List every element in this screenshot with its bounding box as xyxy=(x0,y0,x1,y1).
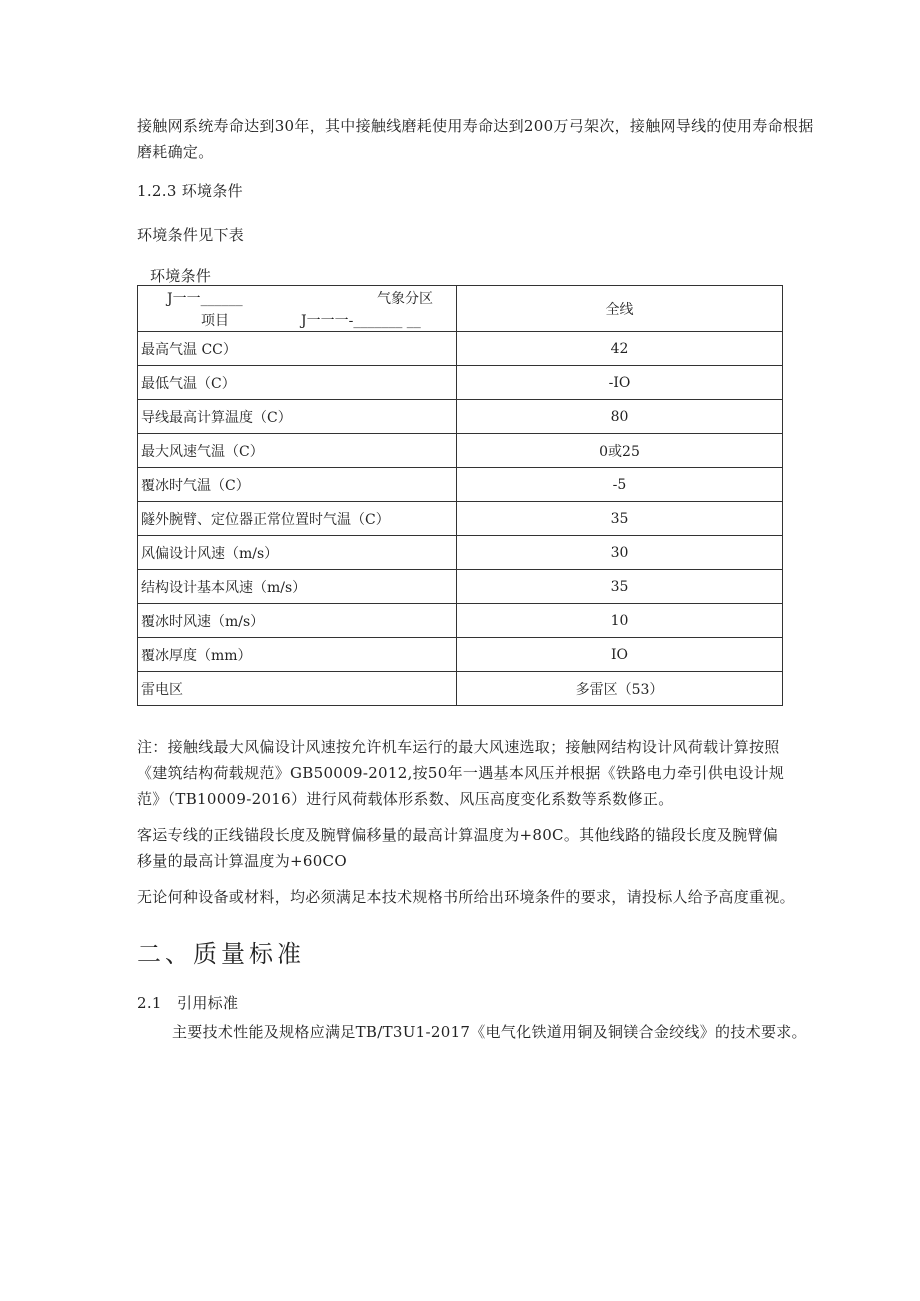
row-item: 最大风速气温（C） xyxy=(138,434,457,468)
row-item: 覆冰时气温（C） xyxy=(138,468,457,502)
row-value: 35 xyxy=(457,502,783,536)
row-value: 0或25 xyxy=(457,434,783,468)
paragraph-requirements: 无论何种设备或材料，均必须满足本技术规格书所给出环境条件的要求，请投标人给予高度重视。 xyxy=(137,888,795,906)
row-value: 80 xyxy=(457,400,783,434)
diag-top-left: J一一______ xyxy=(167,291,243,307)
row-item: 结构设计基本风速（m/s） xyxy=(138,570,457,604)
table-row xyxy=(138,638,783,672)
row-value: 多雷区（53） xyxy=(457,672,783,706)
table-row xyxy=(138,434,783,468)
heading-quality-standard: 二、质量标准 xyxy=(137,940,305,968)
row-item: 风偏设计风速（m/s） xyxy=(138,536,457,570)
diag-bottom-right: J一一一-_______ __ xyxy=(301,313,421,329)
environment-table xyxy=(137,285,783,706)
row-item: 覆冰厚度（mm） xyxy=(138,638,457,672)
diag-top-right: 气象分区 xyxy=(377,291,433,307)
table-row xyxy=(138,366,783,400)
row-value: IO xyxy=(457,638,783,672)
row-value: 10 xyxy=(457,604,783,638)
table-caption: 环境条件 xyxy=(150,267,212,285)
row-item: 覆冰时风速（m/s） xyxy=(138,604,457,638)
row-item: 最高气温 CC） xyxy=(138,332,457,366)
table-row xyxy=(138,502,783,536)
table-row xyxy=(138,332,783,366)
paragraph-standard-spec: 主要技术性能及规格应满足TB/T3U1-2017《电气化铁道用铜及铜镁合金绞线》的技术要求。 xyxy=(172,1023,807,1041)
intro-text: 环境条件见下表 xyxy=(137,226,245,244)
table-row xyxy=(138,672,783,706)
diag-bottom-left: 项目 xyxy=(201,313,229,329)
section-title-environment: 1.2.3 环境条件 xyxy=(137,182,243,200)
row-value: -5 xyxy=(457,468,783,502)
paragraph-service-life: 接触网系统寿命达到30年，其中接触线磨耗使用寿命达到200万弓架次，接触网导线的使用寿命根据磨耗确定。 xyxy=(137,117,814,161)
row-value: -IO xyxy=(457,366,783,400)
row-value: 30 xyxy=(457,536,783,570)
row-item: 最低气温（C） xyxy=(138,366,457,400)
row-item: 隧外腕臂、定位器正常位置时气温（C） xyxy=(138,502,457,536)
row-item: 雷电区 xyxy=(138,672,457,706)
table-row xyxy=(138,536,783,570)
table-row xyxy=(138,570,783,604)
table-header-row xyxy=(138,286,783,332)
table-row xyxy=(138,400,783,434)
subsection-referenced-standards: 2.1 引用标准 xyxy=(137,994,239,1012)
table-note: 注：接触线最大风偏设计风速按允许机车运行的最大风速选取；接触网结构设计风荷载计算按照《建筑结构荷载规范》GB50009-2012,按50年一遇基本风压并根据《铁路电力牵引供电设计规范》（TB10009-2016）进行风荷载体形系数、风压高度变化系数等系数修正。 xyxy=(137,738,785,808)
row-value: 35 xyxy=(457,570,783,604)
diagonal-header-cell xyxy=(138,286,457,332)
row-item: 导线最高计算温度（C） xyxy=(138,400,457,434)
row-value: 42 xyxy=(457,332,783,366)
table-row xyxy=(138,468,783,502)
column-header-all-lines: 全线 xyxy=(457,286,783,332)
paragraph-max-temperature: 客运专线的正线锚段长度及腕臂偏移量的最高计算温度为+80C。其他线路的锚段长度及腕臂偏移量的最高计算温度为+60CO xyxy=(137,826,779,870)
table-row xyxy=(138,604,783,638)
